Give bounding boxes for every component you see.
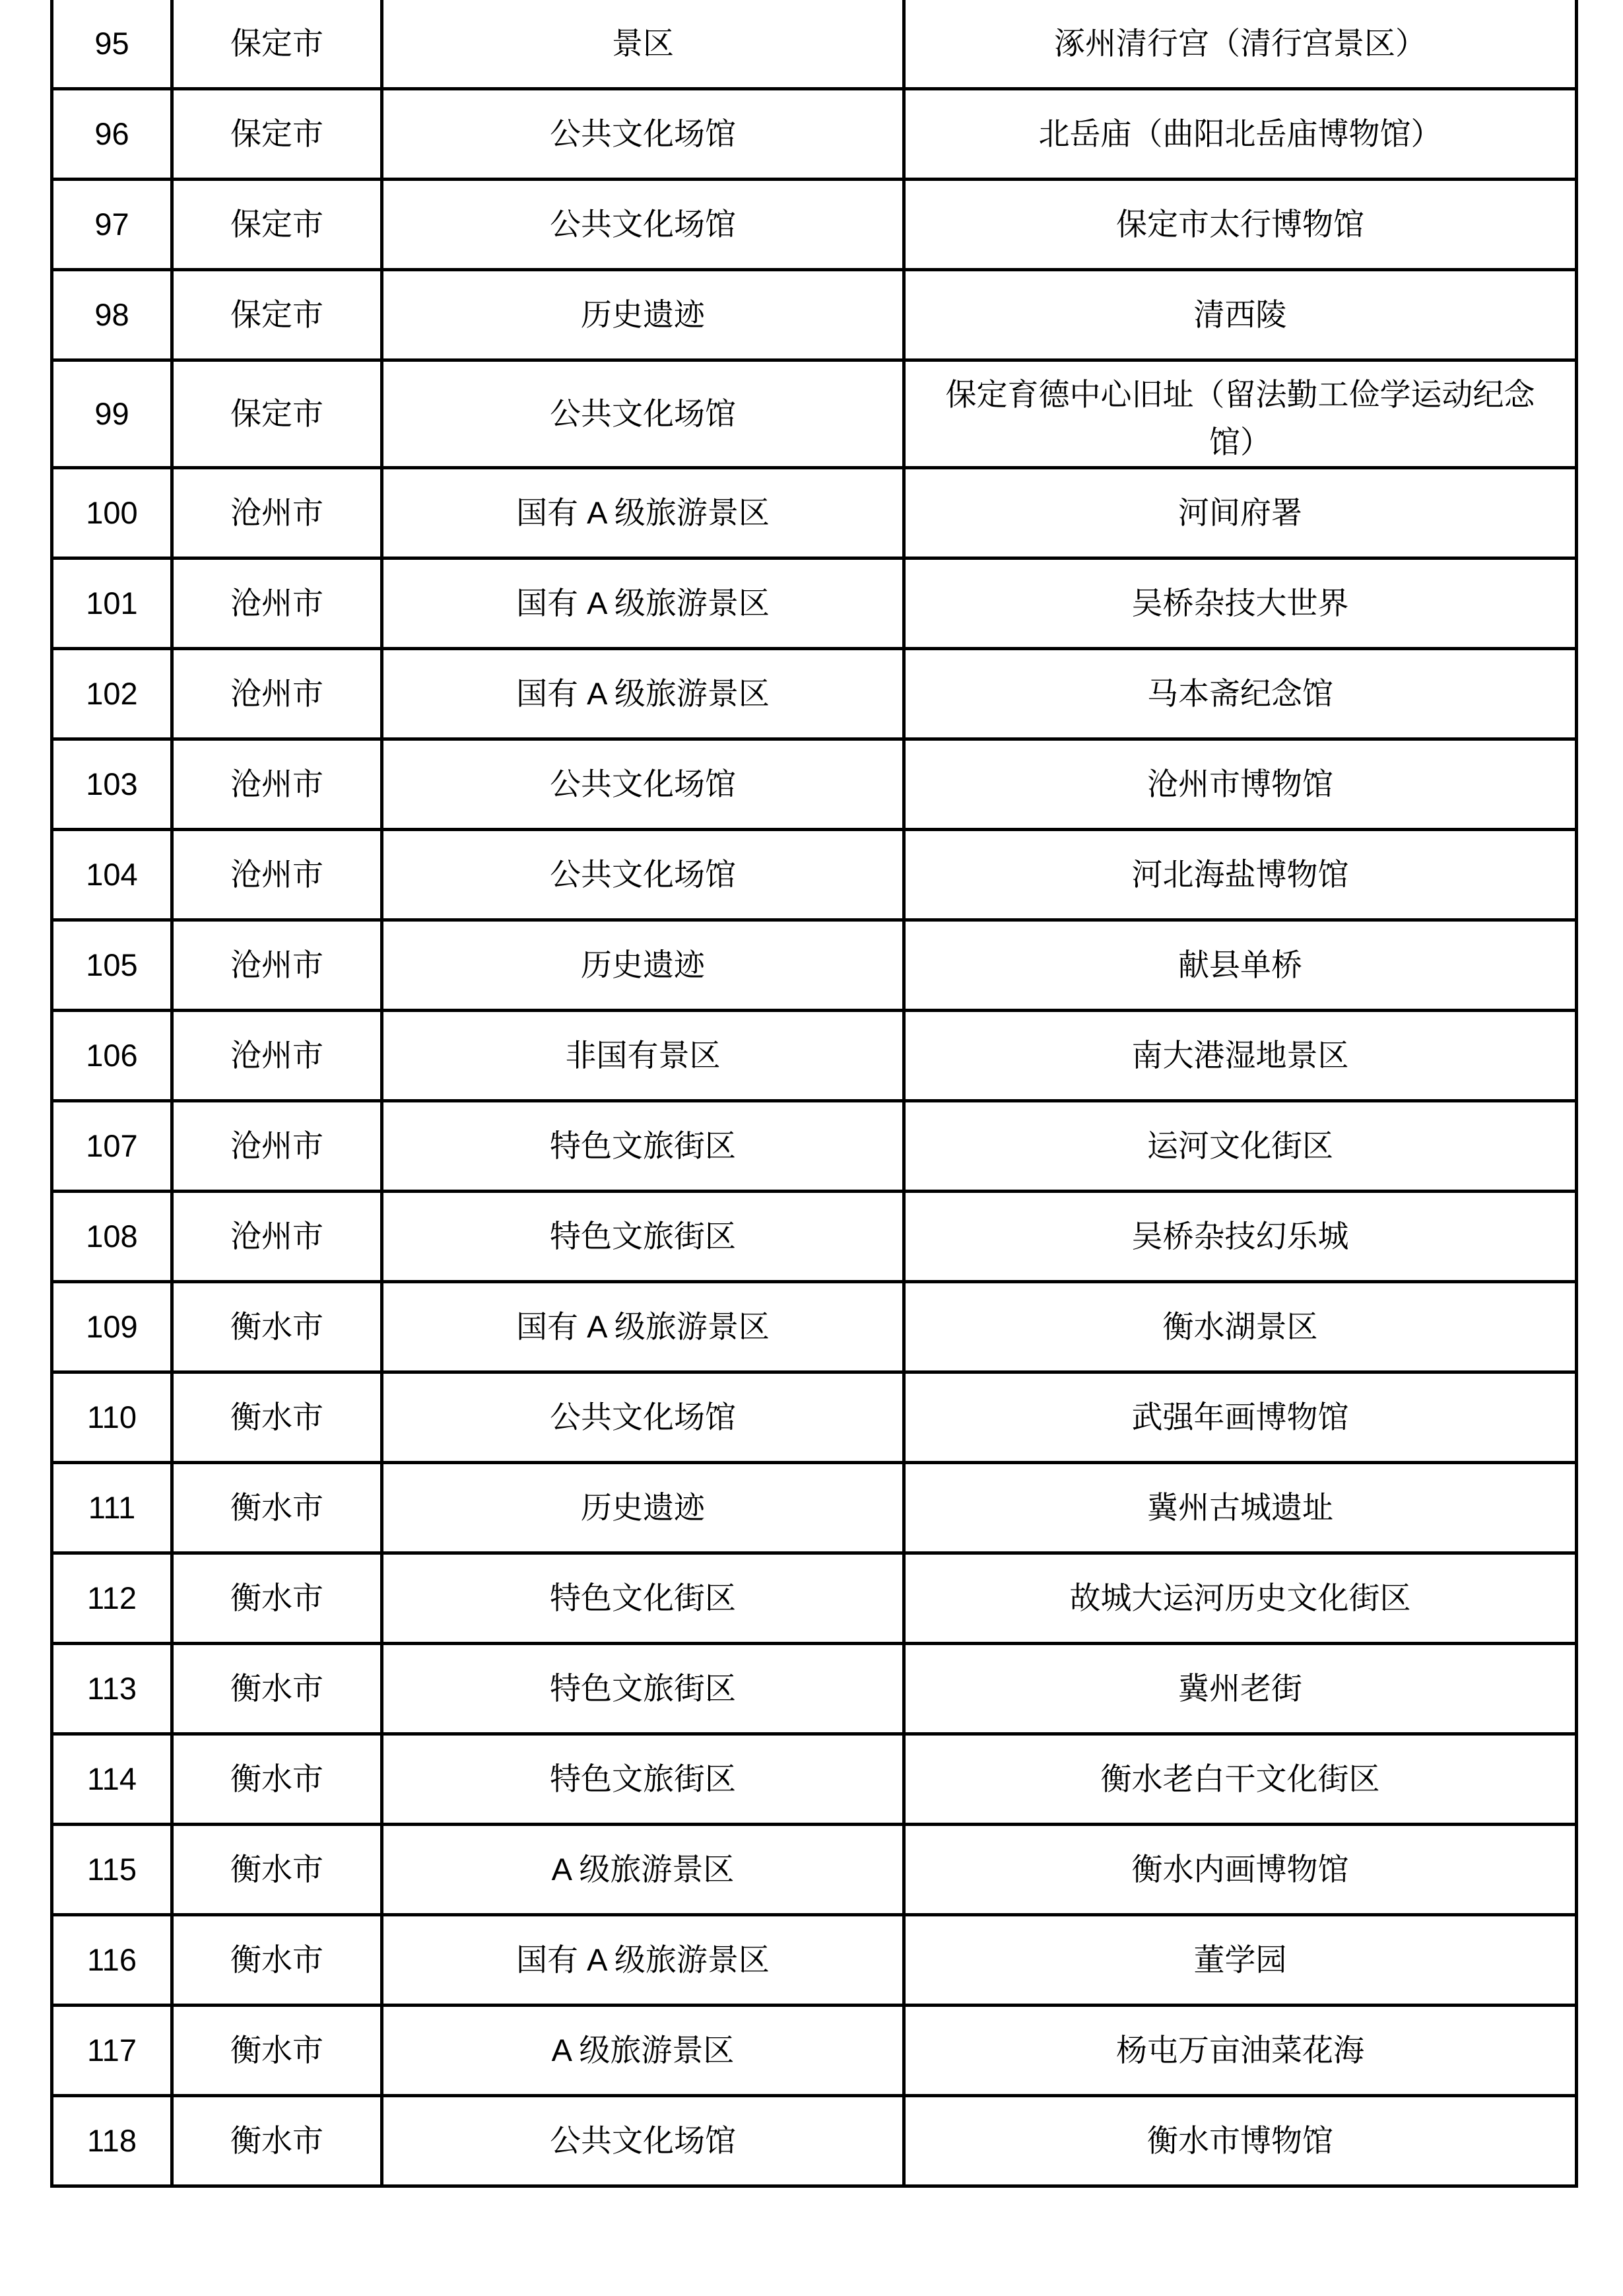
cell-name: 保定育德中心旧址（留法勤工俭学运动纪念馆）	[904, 360, 1577, 468]
cell-name: 武强年画博物馆	[904, 1372, 1577, 1463]
table-row	[52, 649, 1577, 739]
table-row	[52, 1463, 1577, 1553]
cell-category: 景区	[382, 0, 904, 89]
cell-city: 沧州市	[172, 830, 382, 920]
cell-category: 历史遗迹	[382, 1463, 904, 1553]
table-row	[52, 360, 1577, 468]
cell-number: 112	[52, 1553, 172, 1644]
table-row	[52, 1644, 1577, 1734]
cell-number: 105	[52, 920, 172, 1011]
cell-category: A 级旅游景区	[382, 2006, 904, 2096]
cell-number: 115	[52, 1825, 172, 1915]
cell-category: 公共文化场馆	[382, 2096, 904, 2186]
cell-number: 96	[52, 89, 172, 180]
cell-number: 118	[52, 2096, 172, 2186]
table-row	[52, 1101, 1577, 1192]
cell-name: 河北海盐博物馆	[904, 830, 1577, 920]
cell-number: 116	[52, 1915, 172, 2006]
cell-name: 吴桥杂技大世界	[904, 558, 1577, 649]
cell-category: 公共文化场馆	[382, 1372, 904, 1463]
cell-number: 113	[52, 1644, 172, 1734]
table-row	[52, 830, 1577, 920]
cell-city: 沧州市	[172, 1101, 382, 1192]
table-row	[52, 2006, 1577, 2096]
cell-category: 历史遗迹	[382, 270, 904, 360]
cell-name: 沧州市博物馆	[904, 739, 1577, 830]
table-row	[52, 1011, 1577, 1101]
cell-category: 特色文旅街区	[382, 1192, 904, 1282]
table-row	[52, 1282, 1577, 1372]
cell-name: 吴桥杂技幻乐城	[904, 1192, 1577, 1282]
table-row	[52, 1372, 1577, 1463]
cell-city: 衡水市	[172, 1734, 382, 1825]
table-row	[52, 558, 1577, 649]
cell-number: 108	[52, 1192, 172, 1282]
cell-name: 北岳庙（曲阳北岳庙博物馆）	[904, 89, 1577, 180]
cell-name: 冀州古城遗址	[904, 1463, 1577, 1553]
cell-number: 107	[52, 1101, 172, 1192]
cell-city: 衡水市	[172, 1463, 382, 1553]
cell-number: 101	[52, 558, 172, 649]
cell-city: 衡水市	[172, 1644, 382, 1734]
cell-city: 衡水市	[172, 2096, 382, 2186]
cell-city: 保定市	[172, 89, 382, 180]
cell-category: 公共文化场馆	[382, 830, 904, 920]
cell-name: 南大港湿地景区	[904, 1011, 1577, 1101]
table-row	[52, 2096, 1577, 2186]
cell-city: 保定市	[172, 360, 382, 468]
cell-city: 沧州市	[172, 739, 382, 830]
table-row	[52, 1734, 1577, 1825]
cell-city: 沧州市	[172, 1011, 382, 1101]
cell-name: 马本斋纪念馆	[904, 649, 1577, 739]
cell-category: 特色文旅街区	[382, 1734, 904, 1825]
cell-city: 衡水市	[172, 1915, 382, 2006]
table-row	[52, 920, 1577, 1011]
table-row	[52, 89, 1577, 180]
cell-category: 公共文化场馆	[382, 180, 904, 270]
cell-city: 沧州市	[172, 558, 382, 649]
table-body	[52, 0, 1577, 2186]
cell-city: 衡水市	[172, 1825, 382, 1915]
cell-name: 故城大运河历史文化街区	[904, 1553, 1577, 1644]
cell-name: 董学园	[904, 1915, 1577, 2006]
cell-number: 95	[52, 0, 172, 89]
cell-city: 沧州市	[172, 1192, 382, 1282]
cell-category: 国有 A 级旅游景区	[382, 558, 904, 649]
cell-name: 保定市太行博物馆	[904, 180, 1577, 270]
table-row	[52, 270, 1577, 360]
table-row	[52, 0, 1577, 89]
cell-category: 公共文化场馆	[382, 739, 904, 830]
cell-number: 110	[52, 1372, 172, 1463]
cell-category: 特色文旅街区	[382, 1101, 904, 1192]
cell-category: 国有 A 级旅游景区	[382, 468, 904, 558]
sites-table	[50, 0, 1578, 2188]
cell-city: 沧州市	[172, 920, 382, 1011]
cell-number: 104	[52, 830, 172, 920]
table-row	[52, 1915, 1577, 2006]
cell-category: 国有 A 级旅游景区	[382, 1282, 904, 1372]
cell-number: 100	[52, 468, 172, 558]
cell-name: 冀州老街	[904, 1644, 1577, 1734]
cell-number: 103	[52, 739, 172, 830]
cell-city: 衡水市	[172, 2006, 382, 2096]
cell-category: 国有 A 级旅游景区	[382, 649, 904, 739]
cell-name: 杨屯万亩油菜花海	[904, 2006, 1577, 2096]
cell-number: 97	[52, 180, 172, 270]
cell-number: 117	[52, 2006, 172, 2096]
cell-number: 111	[52, 1463, 172, 1553]
table-row	[52, 468, 1577, 558]
cell-number: 99	[52, 360, 172, 468]
cell-number: 109	[52, 1282, 172, 1372]
table-row	[52, 1553, 1577, 1644]
cell-city: 沧州市	[172, 649, 382, 739]
cell-city: 保定市	[172, 0, 382, 89]
cell-category: 公共文化场馆	[382, 360, 904, 468]
cell-name: 衡水市博物馆	[904, 2096, 1577, 2186]
cell-number: 98	[52, 270, 172, 360]
table-row	[52, 739, 1577, 830]
cell-category: 公共文化场馆	[382, 89, 904, 180]
cell-number: 102	[52, 649, 172, 739]
cell-category: 历史遗迹	[382, 920, 904, 1011]
cell-name: 涿州清行宫（清行宫景区）	[904, 0, 1577, 89]
cell-city: 沧州市	[172, 468, 382, 558]
table-row	[52, 180, 1577, 270]
cell-name: 献县单桥	[904, 920, 1577, 1011]
cell-city: 保定市	[172, 270, 382, 360]
cell-name: 运河文化街区	[904, 1101, 1577, 1192]
table-row	[52, 1825, 1577, 1915]
cell-name: 衡水湖景区	[904, 1282, 1577, 1372]
cell-category: A 级旅游景区	[382, 1825, 904, 1915]
cell-category: 国有 A 级旅游景区	[382, 1915, 904, 2006]
document-page	[50, 0, 1575, 2188]
cell-city: 衡水市	[172, 1282, 382, 1372]
cell-number: 106	[52, 1011, 172, 1101]
cell-city: 衡水市	[172, 1372, 382, 1463]
cell-name: 衡水老白干文化街区	[904, 1734, 1577, 1825]
cell-category: 特色文化街区	[382, 1553, 904, 1644]
cell-category: 特色文旅街区	[382, 1644, 904, 1734]
cell-city: 保定市	[172, 180, 382, 270]
cell-category: 非国有景区	[382, 1011, 904, 1101]
cell-name: 清西陵	[904, 270, 1577, 360]
cell-name: 河间府署	[904, 468, 1577, 558]
cell-number: 114	[52, 1734, 172, 1825]
table-row	[52, 1192, 1577, 1282]
cell-name: 衡水内画博物馆	[904, 1825, 1577, 1915]
cell-city: 衡水市	[172, 1553, 382, 1644]
